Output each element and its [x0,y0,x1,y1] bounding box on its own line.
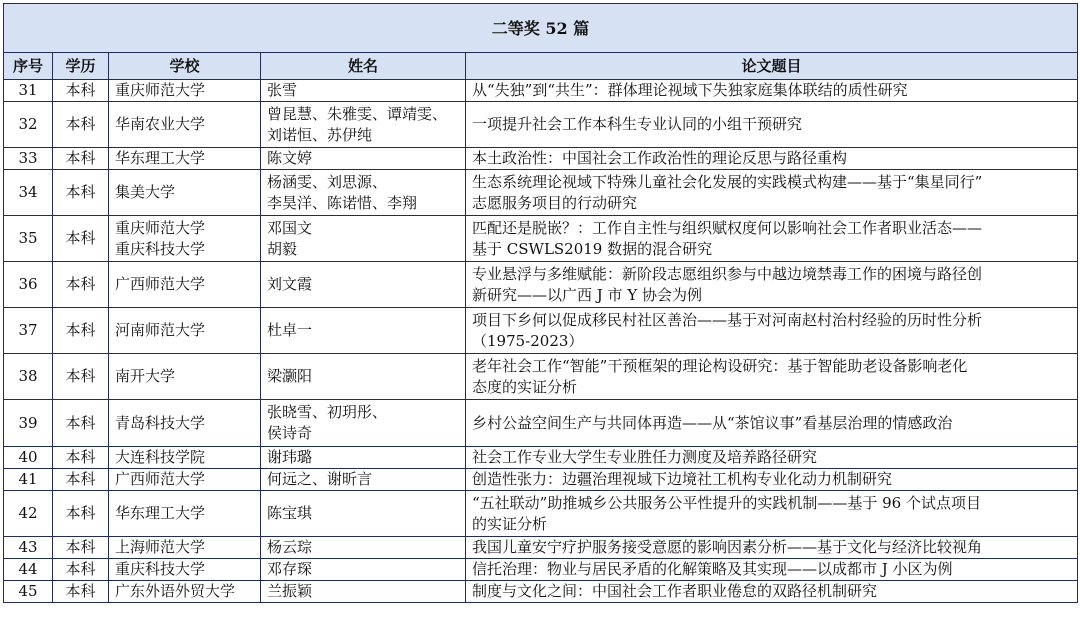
cell-paper-title-line: 信托治理：物业与居民矛盾的化解策略及其实现——以成都市 J 小区为例 [472,560,953,578]
cell-paper-title-line: 本土政治性：中国社会工作政治性的理论反思与路径重构 [472,149,848,167]
cell-paper-title-line: 的实证分析 [472,514,548,533]
cell-degree: 本科 [53,80,109,102]
cell-school [109,469,261,491]
cell-no: 38 [4,354,53,400]
cell-degree: 本科 [53,170,109,216]
cell-paper-title-line: 我国儿童安宁疗护服务接受意愿的影响因素分析——基于文化与经济比较视角 [472,538,983,556]
cell-no: 39 [4,400,53,447]
cell-paper-title-line: “五社联动”助推城乡公共服务公平性提升的实践机制——基于 96 个试点项目 [472,493,981,512]
cell-name [261,400,466,447]
cell-name-line: 陈宝琪 [267,504,313,522]
cell-no: 37 [4,308,53,354]
cell-school-line: 重庆师范大学 [115,81,206,99]
cell-paper-title [466,262,1078,308]
cell-paper-title-line: 基于 CSWLS2019 数据的混合研究 [472,239,713,258]
cell-school [109,400,261,447]
cell-paper-title-line: 一项提升社会工作本科生专业认同的小组干预研究 [472,115,803,133]
table-row [4,148,1078,170]
cell-school-line: 华南农业大学 [115,115,206,133]
cell-name-line: 兰振颖 [267,582,313,600]
cell-school-line: 华东理工大学 [115,149,206,167]
cell-paper-title [466,308,1078,354]
cell-paper-title-line: 生态系统理论视域下特殊儿童社会化发展的实践模式构建——基于“集星同行” [472,172,983,191]
cell-school [109,80,261,102]
cell-name [261,80,466,102]
header-row [4,53,1078,80]
cell-paper-title [466,354,1078,400]
cell-school-line: 华东理工大学 [115,504,206,522]
cell-paper-title [466,537,1078,559]
table-row [4,216,1078,262]
header-no: 序号 [4,53,53,80]
cell-name [261,537,466,559]
cell-degree: 本科 [53,216,109,262]
cell-no: 41 [4,469,53,491]
cell-school [109,447,261,469]
cell-school [109,262,261,308]
cell-paper-title-line: 新研究——以广西 J 市 Y 协会为例 [472,285,702,304]
cell-degree: 本科 [53,262,109,308]
cell-school [109,491,261,537]
cell-paper-title-line: 专业悬浮与多维赋能：新阶段志愿组织参与中越边境禁毒工作的困境与路径创 [472,264,983,283]
cell-name-line: 陈文婷 [267,149,313,167]
cell-name [261,170,466,216]
cell-school-line: 广西师范大学 [115,470,206,488]
cell-school-line: 重庆科技大学 [115,560,206,578]
cell-school-line: 重庆科技大学 [115,239,206,258]
cell-name-line: 张晓雪、初玥彤、 [267,403,388,421]
cell-name [261,469,466,491]
cell-name-line: 侯诗奇 [267,424,313,442]
cell-paper-title-line: 志愿服务项目的行动研究 [472,193,638,212]
cell-no: 32 [4,102,53,148]
table-row [4,354,1078,400]
cell-name [261,581,466,603]
cell-no: 45 [4,581,53,603]
header-degree: 学历 [53,53,109,80]
header-school: 学校 [109,53,261,80]
cell-name-line: 梁灏阳 [267,367,313,385]
header-paper-title: 论文题目 [466,53,1078,80]
award-table-sheet [3,3,1077,603]
cell-degree: 本科 [53,354,109,400]
cell-paper-title-line: 老年社会工作“智能”干预框架的理论构设研究：基于智能助老设备影响老化 [472,356,968,375]
cell-paper-title-line: 社会工作专业大学生专业胜任力测度及培养路径研究 [472,448,818,466]
cell-no: 40 [4,447,53,469]
cell-degree: 本科 [53,559,109,581]
cell-paper-title [466,581,1078,603]
cell-paper-title [466,170,1078,216]
cell-school-line: 大连科技学院 [115,448,206,466]
table-title: 二等奖 52 篇 [4,4,1078,53]
cell-degree: 本科 [53,469,109,491]
cell-name [261,447,466,469]
table-row [4,80,1078,102]
cell-name [261,262,466,308]
cell-paper-title [466,216,1078,262]
cell-paper-title [466,469,1078,491]
award-table [3,3,1078,603]
cell-school-line: 南开大学 [115,367,176,385]
cell-name-line: 邓国文 [267,218,313,237]
cell-paper-title-line: 匹配还是脱嵌？：工作自主性与组织赋权度何以影响社会工作者职业活态—— [472,218,983,237]
cell-no: 35 [4,216,53,262]
cell-degree: 本科 [53,537,109,559]
table-row [4,262,1078,308]
cell-paper-title [466,102,1078,148]
cell-degree: 本科 [53,400,109,447]
cell-school-line: 上海师范大学 [115,538,206,556]
table-row [4,308,1078,354]
cell-school-line: 广西师范大学 [115,275,206,293]
cell-paper-title [466,559,1078,581]
cell-name [261,491,466,537]
table-row [4,400,1078,447]
cell-name [261,216,466,262]
cell-paper-title [466,400,1078,447]
cell-no: 42 [4,491,53,537]
cell-name [261,354,466,400]
cell-paper-title [466,80,1078,102]
cell-school [109,354,261,400]
cell-no: 31 [4,80,53,102]
cell-school-line: 广东外语外贸大学 [115,582,236,600]
table-row [4,581,1078,603]
cell-school-line: 集美大学 [115,183,176,201]
cell-name [261,102,466,148]
table-row [4,491,1078,537]
cell-no: 43 [4,537,53,559]
cell-school [109,581,261,603]
cell-name-line: 邓存琛 [267,560,313,578]
cell-name-line: 胡毅 [267,239,298,258]
cell-no: 33 [4,148,53,170]
cell-degree: 本科 [53,102,109,148]
cell-degree: 本科 [53,491,109,537]
cell-no: 44 [4,559,53,581]
table-row [4,537,1078,559]
cell-school [109,537,261,559]
cell-name-line: 刘诺恒、苏伊纯 [267,125,373,144]
cell-degree: 本科 [53,581,109,603]
cell-paper-title-line: 态度的实证分析 [472,377,578,396]
cell-name-line: 张雪 [267,81,298,99]
cell-paper-title-line: 创造性张力：边疆治理视域下边境社工机构专业化动力机制研究 [472,470,893,488]
cell-degree: 本科 [53,308,109,354]
cell-name-line: 何远之、谢昕言 [267,470,373,488]
cell-name [261,308,466,354]
cell-school [109,308,261,354]
cell-school [109,559,261,581]
cell-no: 34 [4,170,53,216]
table-row [4,559,1078,581]
cell-name-line: 曾昆慧、朱雅雯、谭靖雯、 [267,104,448,123]
cell-name-line: 李昊洋、陈诺惜、李翔 [267,193,418,212]
cell-name-line: 谢玮璐 [267,448,313,466]
cell-school-line: 重庆师范大学 [115,218,206,237]
cell-paper-title [466,148,1078,170]
cell-school [109,102,261,148]
table-row [4,170,1078,216]
cell-degree: 本科 [53,148,109,170]
cell-paper-title-line: （1975-2023） [472,331,584,350]
cell-school [109,170,261,216]
table-row [4,102,1078,148]
cell-school [109,148,261,170]
cell-name-line: 杨涵雯、刘思源、 [267,172,388,191]
cell-paper-title [466,491,1078,537]
cell-school [109,216,261,262]
cell-name-line: 刘文霞 [267,275,313,293]
table-row [4,469,1078,491]
cell-name-line: 杜卓一 [267,321,313,339]
cell-paper-title-line: 从“失独”到“共生”：群体理论视域下失独家庭集体联结的质性研究 [472,81,908,99]
cell-paper-title-line: 制度与文化之间：中国社会工作者职业倦怠的双路径机制研究 [472,582,878,600]
cell-paper-title-line: 乡村公益空间生产与共同体再造——从“茶馆议事”看基层治理的情感政治 [472,413,953,432]
cell-name [261,148,466,170]
cell-school-line: 青岛科技大学 [115,413,206,432]
cell-no: 36 [4,262,53,308]
cell-degree: 本科 [53,447,109,469]
cell-name [261,559,466,581]
cell-name-line: 杨云琮 [267,538,313,556]
cell-paper-title-line: 项目下乡何以促成移民村社区善治——基于对河南赵村治村经验的历时性分析 [472,310,983,329]
table-row [4,447,1078,469]
cell-school-line: 河南师范大学 [115,321,206,339]
table-body [4,80,1078,603]
cell-paper-title [466,447,1078,469]
header-name: 姓名 [261,53,466,80]
